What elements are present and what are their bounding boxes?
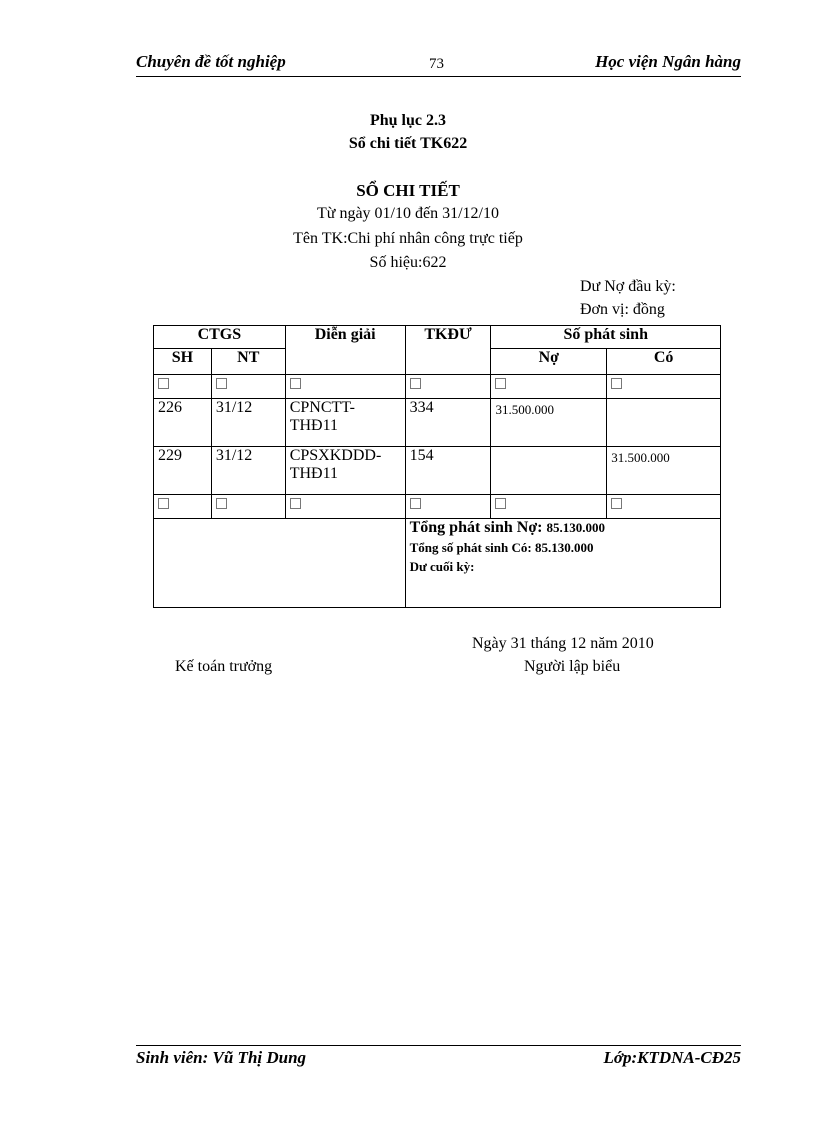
footer-class: Lớp:KTDNA-CĐ25	[603, 1048, 741, 1067]
header-row-1	[154, 326, 721, 349]
contra-account-header: TKĐƯ	[405, 326, 491, 375]
header-thesis-title: Chuyên đề tốt nghiệp	[136, 52, 286, 71]
summary-cell	[405, 519, 720, 608]
ledger-name: SỔ CHI TIẾT	[356, 181, 460, 200]
nt-cell: 31/12	[211, 399, 285, 447]
contra-account-cell: 154	[405, 447, 491, 495]
total-credit: Tổng số phát sinh Có: 85.130.000	[409, 540, 594, 555]
sh-cell: 226	[154, 399, 212, 447]
description-header: Diễn giải	[285, 326, 405, 375]
page-number: 73	[429, 56, 444, 72]
total-debit-label: Tổng phát sinh Nợ:	[409, 519, 543, 536]
description-line: THĐ11	[289, 417, 338, 434]
placeholder-box	[158, 498, 169, 509]
description-cell	[285, 399, 405, 447]
total-debit	[410, 519, 716, 537]
closing-balance: Dư cuối kỳ:	[409, 559, 475, 574]
placeholder-box	[410, 378, 421, 389]
signature-date: Ngày 31 tháng 12 năm 2010	[472, 635, 654, 652]
debit-header: Nợ	[491, 349, 607, 375]
nt-header: NT	[211, 349, 285, 375]
preparer-label: Người lập biểu	[524, 658, 621, 675]
total-debit-value: 85.130.000	[546, 520, 605, 535]
nt-cell: 31/12	[211, 447, 285, 495]
header-institution: Học viện Ngân hàng	[595, 52, 741, 71]
amount-header: Số phát sinh	[491, 326, 721, 349]
placeholder-row	[154, 495, 721, 519]
description-line: THĐ11	[289, 465, 338, 482]
sh-cell: 229	[154, 447, 212, 495]
appendix-subtitle: Sổ chi tiết TK622	[348, 135, 468, 152]
ledger-period: Từ ngày 01/10 đến 31/12/10	[317, 205, 499, 222]
placeholder-box	[290, 378, 301, 389]
placeholder-box	[158, 378, 169, 389]
contra-account-cell: 334	[405, 399, 491, 447]
description-line: CPSXKDDD-	[289, 447, 382, 464]
opening-balance: Dư Nợ đầu kỳ:	[580, 278, 676, 295]
account-name: Tên TK:Chi phí nhân công trực tiếp	[293, 230, 523, 247]
description-line: CPNCTT-	[289, 399, 355, 416]
description-cell	[285, 447, 405, 495]
placeholder-box	[410, 498, 421, 509]
placeholder-box	[611, 498, 622, 509]
placeholder-box	[216, 498, 227, 509]
footer-student: Sinh viên: Vũ Thị Dung	[136, 1048, 307, 1067]
placeholder-box	[495, 378, 506, 389]
summary-blank-cell	[154, 519, 406, 608]
placeholder-box	[495, 498, 506, 509]
table-row	[154, 399, 721, 447]
account-number: Số hiệu:622	[369, 254, 447, 271]
ledger-table	[153, 325, 721, 608]
placeholder-row	[154, 375, 721, 399]
ctgs-header: CTGS	[154, 326, 286, 349]
credit-cell	[607, 399, 721, 447]
placeholder-box	[611, 378, 622, 389]
appendix-title: Phụ lục 2.3	[369, 112, 446, 129]
page-header	[136, 52, 741, 77]
sh-header: SH	[154, 349, 212, 375]
table-row	[154, 447, 721, 495]
placeholder-box	[216, 378, 227, 389]
page-footer	[136, 1045, 741, 1072]
placeholder-box	[290, 498, 301, 509]
credit-cell: 31.500.000	[607, 447, 721, 495]
summary-row	[154, 519, 721, 608]
debit-cell: 31.500.000	[491, 399, 607, 447]
debit-cell	[491, 447, 607, 495]
currency-unit: Đơn vị: đồng	[580, 301, 665, 318]
credit-header: Có	[607, 349, 721, 375]
chief-accountant-label: Kế toán trưởng	[175, 658, 273, 675]
